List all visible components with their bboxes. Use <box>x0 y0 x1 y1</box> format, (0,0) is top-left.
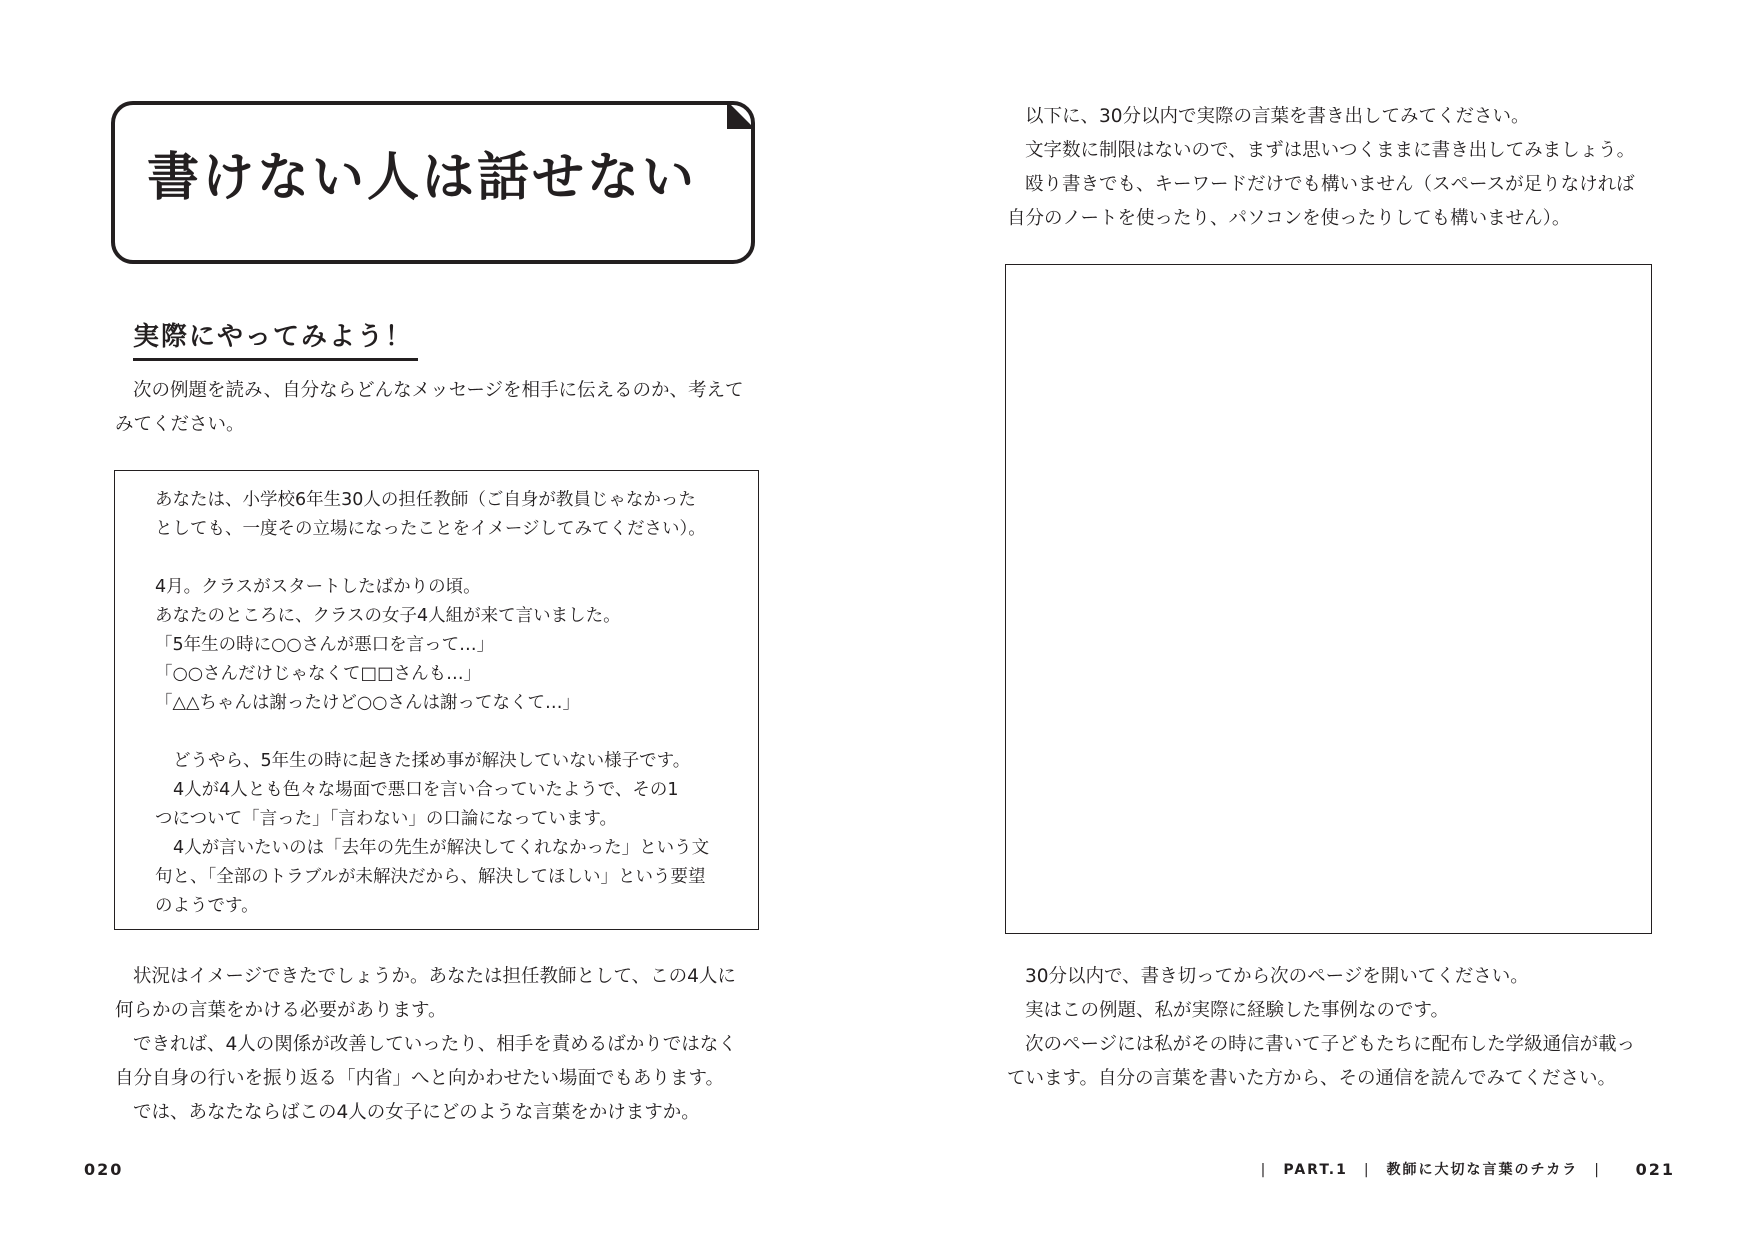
example-line: 「△△ちゃんは謝ったけど○○さんは謝ってなくて…」 <box>155 693 580 713</box>
body-line: できれば、4人の関係が改善していったり、相手を責めるばかりではなく <box>133 1034 737 1055</box>
page-number: 021 <box>1635 1160 1675 1179</box>
right-page <box>877 0 1755 1240</box>
instruction-line: 殴り書きでも、キーワードだけでも構いません（スペースが足りなければ <box>1025 174 1635 195</box>
closing-line: 実はこの例題、私が実際に経験した事例なのです。 <box>1025 1000 1450 1021</box>
body-line: 状況はイメージできたでしょうか。あなたは担任教師として、この4人に <box>133 966 736 987</box>
page-corner-fold-icon <box>727 101 755 129</box>
instruction-line: 以下に、30分以内で実際の言葉を書き出してみてください。 <box>1025 106 1530 127</box>
example-box <box>114 470 759 930</box>
example-line: 句と、「全部のトラブルが未解決だから、解決してほしい」という要望 <box>155 867 706 887</box>
separator: | <box>1594 1162 1601 1178</box>
example-line: 「5年生の時に○○さんが悪口を言って…」 <box>155 635 495 655</box>
running-head <box>1245 1159 1617 1181</box>
body-line: 自分自身の行いを振り返る「内省」へと向かわせたい場面でもあります。 <box>115 1068 725 1089</box>
example-line: 4人が4人とも色々な場面で悪口を言い合っていたようで、その1 <box>173 780 679 800</box>
instructions-paragraph <box>1007 100 1635 236</box>
closing-paragraph <box>1007 960 1635 1096</box>
instruction-line: 文字数に制限はないので、まずは思いつくままに書き出してみましょう。 <box>1025 140 1636 161</box>
title-box <box>111 101 755 264</box>
closing-line: 30分以内で、書き切ってから次のページを開いてください。 <box>1025 966 1529 987</box>
separator: | <box>1260 1162 1268 1178</box>
chapter-title: 書けない人は話せない <box>147 148 698 208</box>
example-line: あなたは、小学校6年生30人の担任教師（ご自身が教員じゃなかった <box>155 490 696 510</box>
example-text <box>155 486 709 921</box>
part-label: PART.1 <box>1283 1162 1348 1178</box>
instruction-line: 自分のノートを使ったり、パソコンを使ったりしても構いません）。 <box>1007 208 1571 229</box>
closing-line: 次のページには私がその時に書いて子どもたちに配布した学級通信が載っ <box>1025 1034 1636 1055</box>
section-heading: 実際にやってみよう！ <box>133 320 418 361</box>
example-line: 「○○さんだけじゃなくて□□さんも…」 <box>155 664 482 684</box>
intro-line: 次の例題を読み、自分ならどんなメッセージを相手に伝えるのか、考えて <box>133 380 744 401</box>
example-line: つについて「言った」「言わない」の口論になっています。 <box>155 809 617 829</box>
left-page <box>0 0 877 1240</box>
page-number: 020 <box>84 1160 124 1179</box>
intro-line: みてください。 <box>115 414 245 435</box>
intro-paragraph <box>115 374 744 442</box>
closing-line: ています。自分の言葉を書いた方から、その通信を読んでみてください。 <box>1007 1068 1617 1089</box>
separator: | <box>1363 1162 1371 1178</box>
example-line: 4人が言いたいのは「去年の先生が解決してくれなかった」という文 <box>173 838 710 858</box>
example-line: あなたのところに、クラスの女子4人組が来て言いました。 <box>155 606 621 626</box>
example-line: どうやら、5年生の時に起きた揉め事が解決していない様子です。 <box>173 751 691 771</box>
chapter-label: 教師に大切な言葉のチカラ <box>1386 1162 1579 1178</box>
example-line: としても、一度その立場になったことをイメージしてみてください）。 <box>155 519 706 539</box>
example-line: のようです。 <box>155 896 259 916</box>
body-line: では、あなたならばこの4人の女子にどのような言葉をかけますか。 <box>133 1102 700 1123</box>
after-paragraph <box>115 960 737 1130</box>
example-line: 4月。クラスがスタートしたばかりの頃。 <box>155 577 481 597</box>
writing-box[interactable] <box>1005 264 1652 934</box>
body-line: 何らかの言葉をかける必要があります。 <box>115 1000 447 1021</box>
